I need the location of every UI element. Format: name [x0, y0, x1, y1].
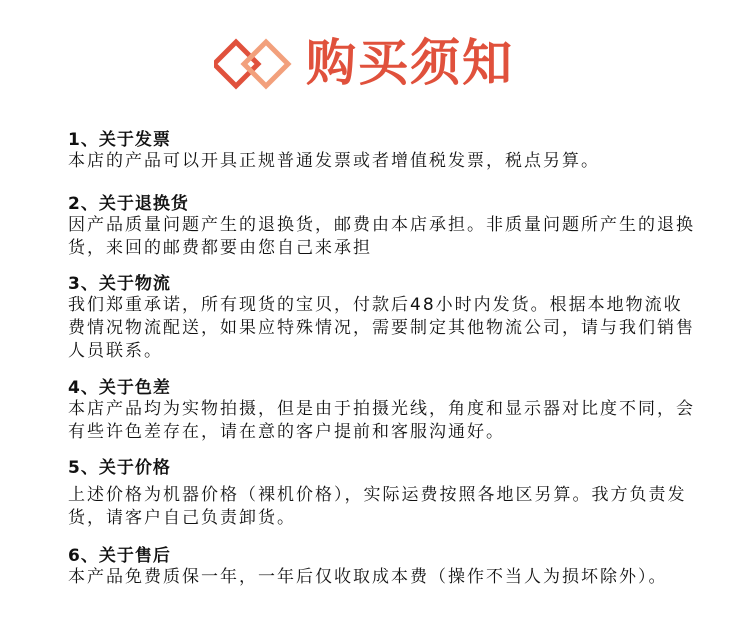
- section-color-difference: [68, 376, 700, 444]
- section-body: 本产品免费质保一年，一年后仅收取成本费（操作不当人为损坏除外）。: [68, 567, 668, 587]
- section-body: 本店的产品可以开具正规普通发票或者增值税发票，税点另算。: [68, 151, 600, 171]
- double-diamond-icon: [214, 36, 296, 92]
- section-logistics: [68, 272, 700, 363]
- section-price: [68, 456, 700, 530]
- section-title: 2、关于退换货: [68, 194, 189, 214]
- section-body: 本店产品均为实物拍摄，但是由于拍摄光线，角度和显示器对比度不同，会有些许色差存在，请在意的客户提前和客服沟通好。: [68, 399, 695, 442]
- section-body: 我们郑重承诺，所有现货的宝贝，付款后48小时内发货。根据本地物流收费情况物流配送，如果应特殊情况，需要制定其他物流公司，请与我们销售人员联系。: [68, 295, 695, 361]
- section-title: 4、关于色差: [68, 378, 171, 398]
- section-after-sales: [68, 544, 700, 589]
- header: [0, 30, 750, 100]
- section-title: 6、关于售后: [68, 546, 171, 566]
- page-title: 购买须知: [306, 33, 514, 92]
- section-title: 5、关于价格: [68, 458, 171, 478]
- section-title: 1、关于发票: [68, 130, 171, 150]
- section-body: 上述价格为机器价格（裸机价格），实际运费按照各地区另算。我方负责发货，请客户自己负责卸货。: [68, 485, 687, 528]
- section-invoice: [68, 128, 700, 173]
- section-returns: [68, 192, 700, 260]
- section-title: 3、关于物流: [68, 274, 171, 294]
- section-body: 因产品质量问题产生的退换货，邮费由本店承担。非质量问题所产生的退换货，来回的邮费都要由您自己来承担: [68, 215, 695, 258]
